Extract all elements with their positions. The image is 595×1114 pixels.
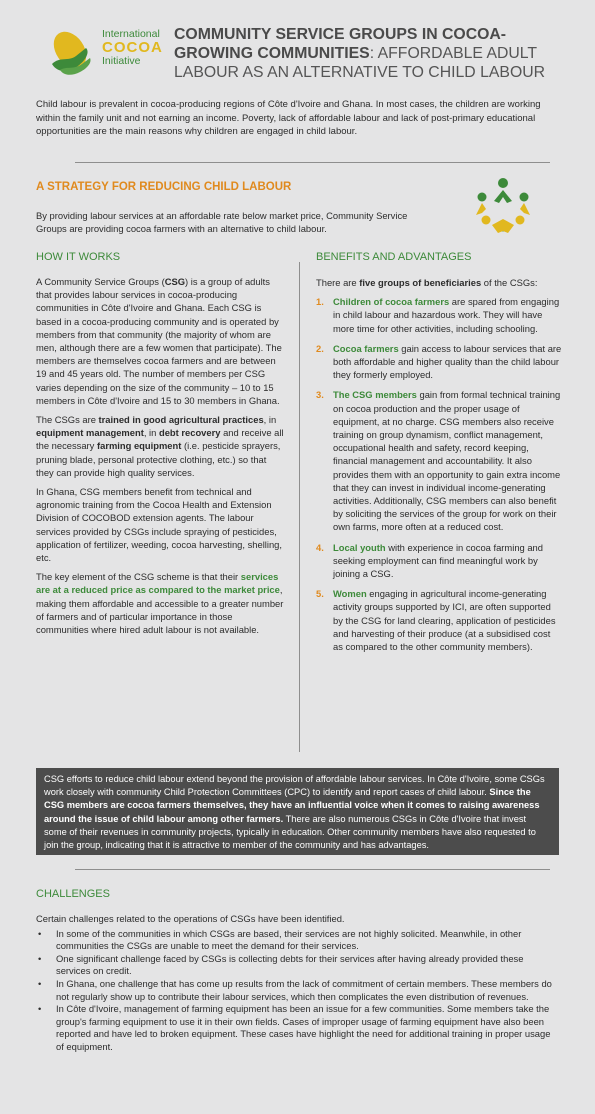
how-paragraph-4: The key element of the CSG scheme is that their services are at a reduced price as compared to the market price, making them affordable and accessible to a greater number of farmers and of particular importance in those communities where hired adult labour is not available. <box>36 571 284 636</box>
list-item: • In Côte d'Ivoire, management of farming equipment has been an issue for a few communities. Some members take the group's farming equipment to use it in their own fields. Cases of improper usage of farming equipment have also been reported and have led to broken equipment. These cases have highlight the need for additional training in proper usage of equipment. <box>36 1003 558 1053</box>
list-item: 2. Cocoa farmers gain access to labour services that are both affordable and higher quality than the child labour they formerly employed. <box>316 342 562 381</box>
column-divider <box>299 262 300 752</box>
challenges-body <box>36 913 558 1054</box>
list-item: • One significant challenge faced by CSGs is collecting debts for their services after having already provided these services on credit. <box>36 953 558 978</box>
logo-text <box>102 28 163 67</box>
logo-line-international: International <box>102 28 160 40</box>
csg-efforts-box: CSG efforts to reduce child labour extend beyond the provision of affordable labour services. In Côte d'Ivoire, some CSGs work closely with community Child Protection Committees (CPC) to identify and report cases of child labour. Since the CSG members are cocoa farmers themselves, they have an influential voice when it comes to raising awareness around the issue of child labour among other farmers. There are also numerous CSGs in Côte d'Ivoire that invest some of their revenues in community projects, typically in education. Other community members have also requested to join the group, indicating that it is attractive to member of the community and has advantages. <box>36 768 559 855</box>
benefits-heading: BENEFITS AND ADVANTAGES <box>316 251 472 263</box>
strategy-heading: A STRATEGY FOR REDUCING CHILD LABOUR <box>36 181 292 193</box>
intro-paragraph: Child labour is prevalent in cocoa-producing regions of Côte d'Ivoire and Ghana. In most cases, the children are working within the family unit and not earning an income. Poverty, lack of affordable labour and lack of post-primary educational opportunities are the main reasons why children are engaged in child labour. <box>36 99 541 137</box>
list-item: • In Ghana, one challenge that has come up results from the lack of commitment of certain members. These members do not regularly show up to contribute their labour services, which then complicates the even distribution of revenues. <box>36 978 558 1003</box>
strategy-text: By providing labour services at an affordable rate below market price, Community Service Groups are providing cocoa farmers with an alternative to child labour. <box>36 210 408 235</box>
challenges-lead: Certain challenges related to the operations of CSGs have been identified. <box>36 913 345 924</box>
how-paragraph-3: In Ghana, CSG members benefit from technical and agronomic training from the Cocoa Health and Extension Division of COCOBOD extension agents. The labour services provided by CSGs include spraying of pesticides, application of fertilizer, weeding, cocoa harvesting, shelling, etc. <box>36 486 282 564</box>
page-title: COMMUNITY SERVICE GROUPS IN COCOA-GROWING COMMUNITIES: AFFORDABLE ADULT LABOUR AS AN ALTERNATIVE TO CHILD LABOUR <box>174 26 546 81</box>
list-item: 1. Children of cocoa farmers are spared from engaging in child labour and hazardous work. They will have more time for other activities, including schooling. <box>316 296 560 334</box>
community-people-icon <box>472 175 534 237</box>
challenges-list <box>36 928 558 1054</box>
logo-line-cocoa: COCOA <box>102 39 163 56</box>
cocoa-pod-hands-icon <box>46 26 106 82</box>
benefits-lead: There are five groups of beneficiaries of the CSGs: <box>316 277 538 288</box>
divider <box>75 869 550 870</box>
logo-line-initiative: Initiative <box>102 55 141 67</box>
how-it-works-heading: HOW IT WORKS <box>36 251 121 263</box>
how-paragraph-2: The CSGs are trained in good agricultural practices, in equipment management, in debt recovery and receive all the necessary farming equipment (i.e. pesticide sprayers, pruning blade, personal protective clothing, etc.) so that they can provide high quality services. <box>36 414 284 478</box>
how-paragraph-1: A Community Service Groups (CSG) is a group of adults that provides labour services in cocoa-producing communities in Côte d'Ivoire and Ghana. Each CSG is based in a cocoa-producing community and is operated by members from that community (the majority of whom are men, although there are a few women that participate). The members are themselves cocoa farmers and are between 19 and 45 years old. The number of members per CSG varies depending on the size of the community – 10 to 15 members in Côte d'Ivoire and 15 to 30 members in Ghana. <box>36 276 282 406</box>
list-item: 4. Local youth with experience in cocoa farming and seeking employment can find meaningful work by joining a CSG. <box>316 541 543 580</box>
challenges-heading: CHALLENGES <box>36 888 110 900</box>
list-item: 3. The CSG members gain from formal technical training on cocoa production and the proper usage of equipment, at no charge. CSG members also receive training on group dynamism, conflict management, occupational health and safety, record keeping, financial management and accountability. It also provides them with an opportunity to gain extra income that they can invest in individual income-generating activities. Additionally, CSG members can also benefit by soliciting the services of the group for work on their own farms, more often at a reduced cost. <box>316 389 561 533</box>
how-it-works-body <box>36 275 284 642</box>
beneficiaries-list <box>316 295 562 653</box>
divider <box>75 162 550 163</box>
list-item: 5. Women engaging in agricultural income-generating activity groups supported by ICI, are often supported by the CSG for land clearing, application of pesticides and harvesting of their produce (at a subsidised cost as compared to the other community members). <box>316 588 556 653</box>
benefits-body <box>316 276 562 660</box>
list-item: • In some of the communities in which CSGs are based, their services are not highly solicited. Meanwhile, in other communities the CSGs are unable to meet the demand for their services. <box>36 928 558 953</box>
